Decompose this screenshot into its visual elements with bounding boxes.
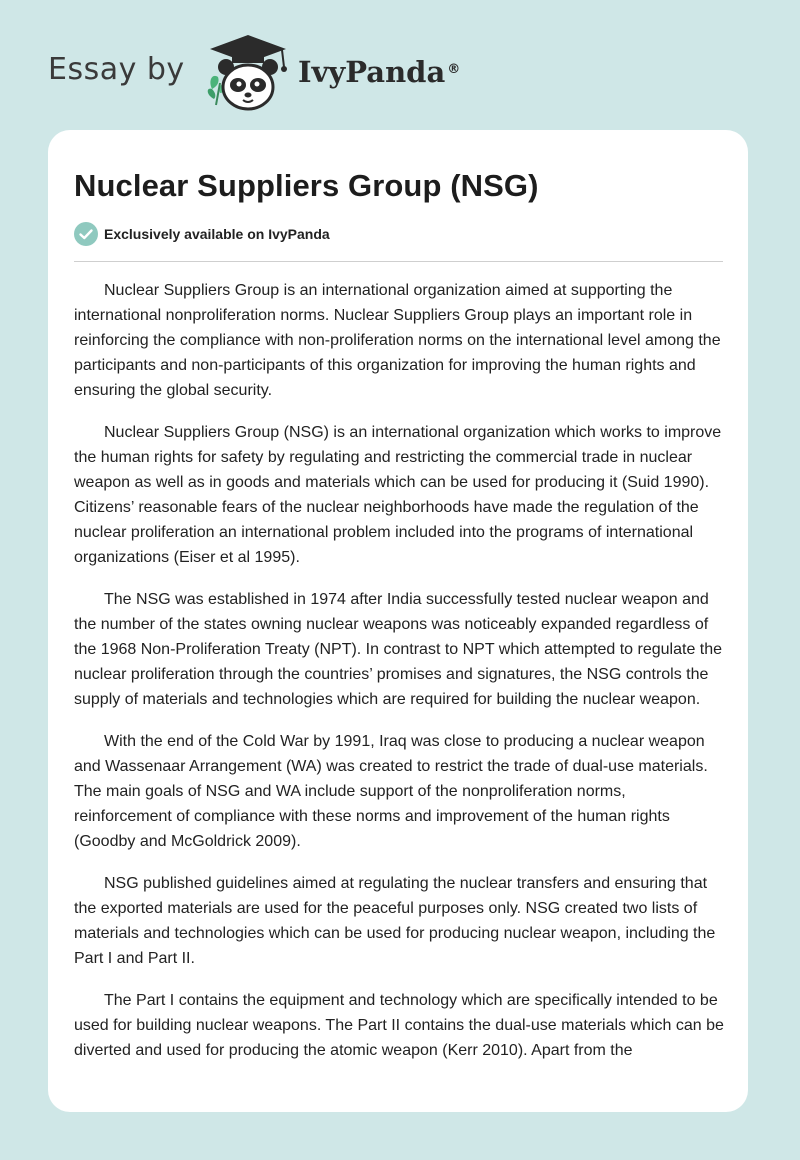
exclusive-badge-label: Exclusively available on IvyPanda xyxy=(104,226,330,242)
page-title: Nuclear Suppliers Group (NSG) xyxy=(74,168,539,203)
brand-logo-text[interactable] xyxy=(298,52,461,92)
paragraph: NSG published guidelines aimed at regulating the nuclear transfers and ensuring that the exported materials are used for the peaceful purposes only. NSG created two lists of materials and technologies which can be used for producing nuclear weapon, including the Part I and Part II. xyxy=(74,875,716,967)
title-divider xyxy=(74,261,723,262)
panda-graduate-icon[interactable] xyxy=(198,33,298,113)
essay-by-label: Essay by xyxy=(48,52,185,87)
brand-name: IvyPanda xyxy=(298,55,446,89)
paragraph: Nuclear Suppliers Group (NSG) is an international organization which works to improve the human rights for safety by regulating and restricting the commercial trade in nuclear weapon as well as in goods and materials which can be used for producing it (Suid 1990). Citizens’ reasonable fears of the nuclear neighborhoods have made the regulation of the nuclear proliferation an international problem included into the programs of international organizations (Eiser et al 1995). xyxy=(74,424,722,566)
essay-card xyxy=(48,130,748,1112)
paragraph: Nuclear Suppliers Group is an international organization aimed at supporting the international nonproliferation norms. Nuclear Suppliers Group plays an important role in reinforcing the compliance with non-proliferation norms on the international level among the participants and non-participants of this organization for improving the human rights and ensuring the global security. xyxy=(74,282,721,399)
check-icon xyxy=(74,222,98,246)
essay-body xyxy=(74,278,726,1080)
paragraph: The NSG was established in 1974 after India successfully tested nuclear weapon and the number of the states owning nuclear weapons was noticeably expanded regardless of the 1968 Non-Proliferation Treaty (NPT). In contrast to NPT which attempted to regulate the nuclear proliferation through the countries’ promises and signatures, the NSG controls the supply of materials and technologies which are required for building the nuclear weapon. xyxy=(74,591,723,708)
exclusive-badge xyxy=(74,222,330,246)
registered-mark: ® xyxy=(447,62,461,77)
paragraph: With the end of the Cold War by 1991, Iraq was close to producing a nuclear weapon and Wassenaar Arrangement (WA) was created to restrict the trade of dual-use materials. The main goals of NSG and WA include support of the nonproliferation norms, reinforcement of compliance with these norms and improvement of the human rights (Goodby and McGoldrick 2009). xyxy=(74,733,708,850)
paragraph: The Part I contains the equipment and technology which are specifically intended to be used for building nuclear weapons. The Part II contains the dual-use materials which can be diverted and used for producing the atomic weapon (Kerr 2010). Apart from the xyxy=(74,992,724,1059)
site-header xyxy=(0,0,800,130)
